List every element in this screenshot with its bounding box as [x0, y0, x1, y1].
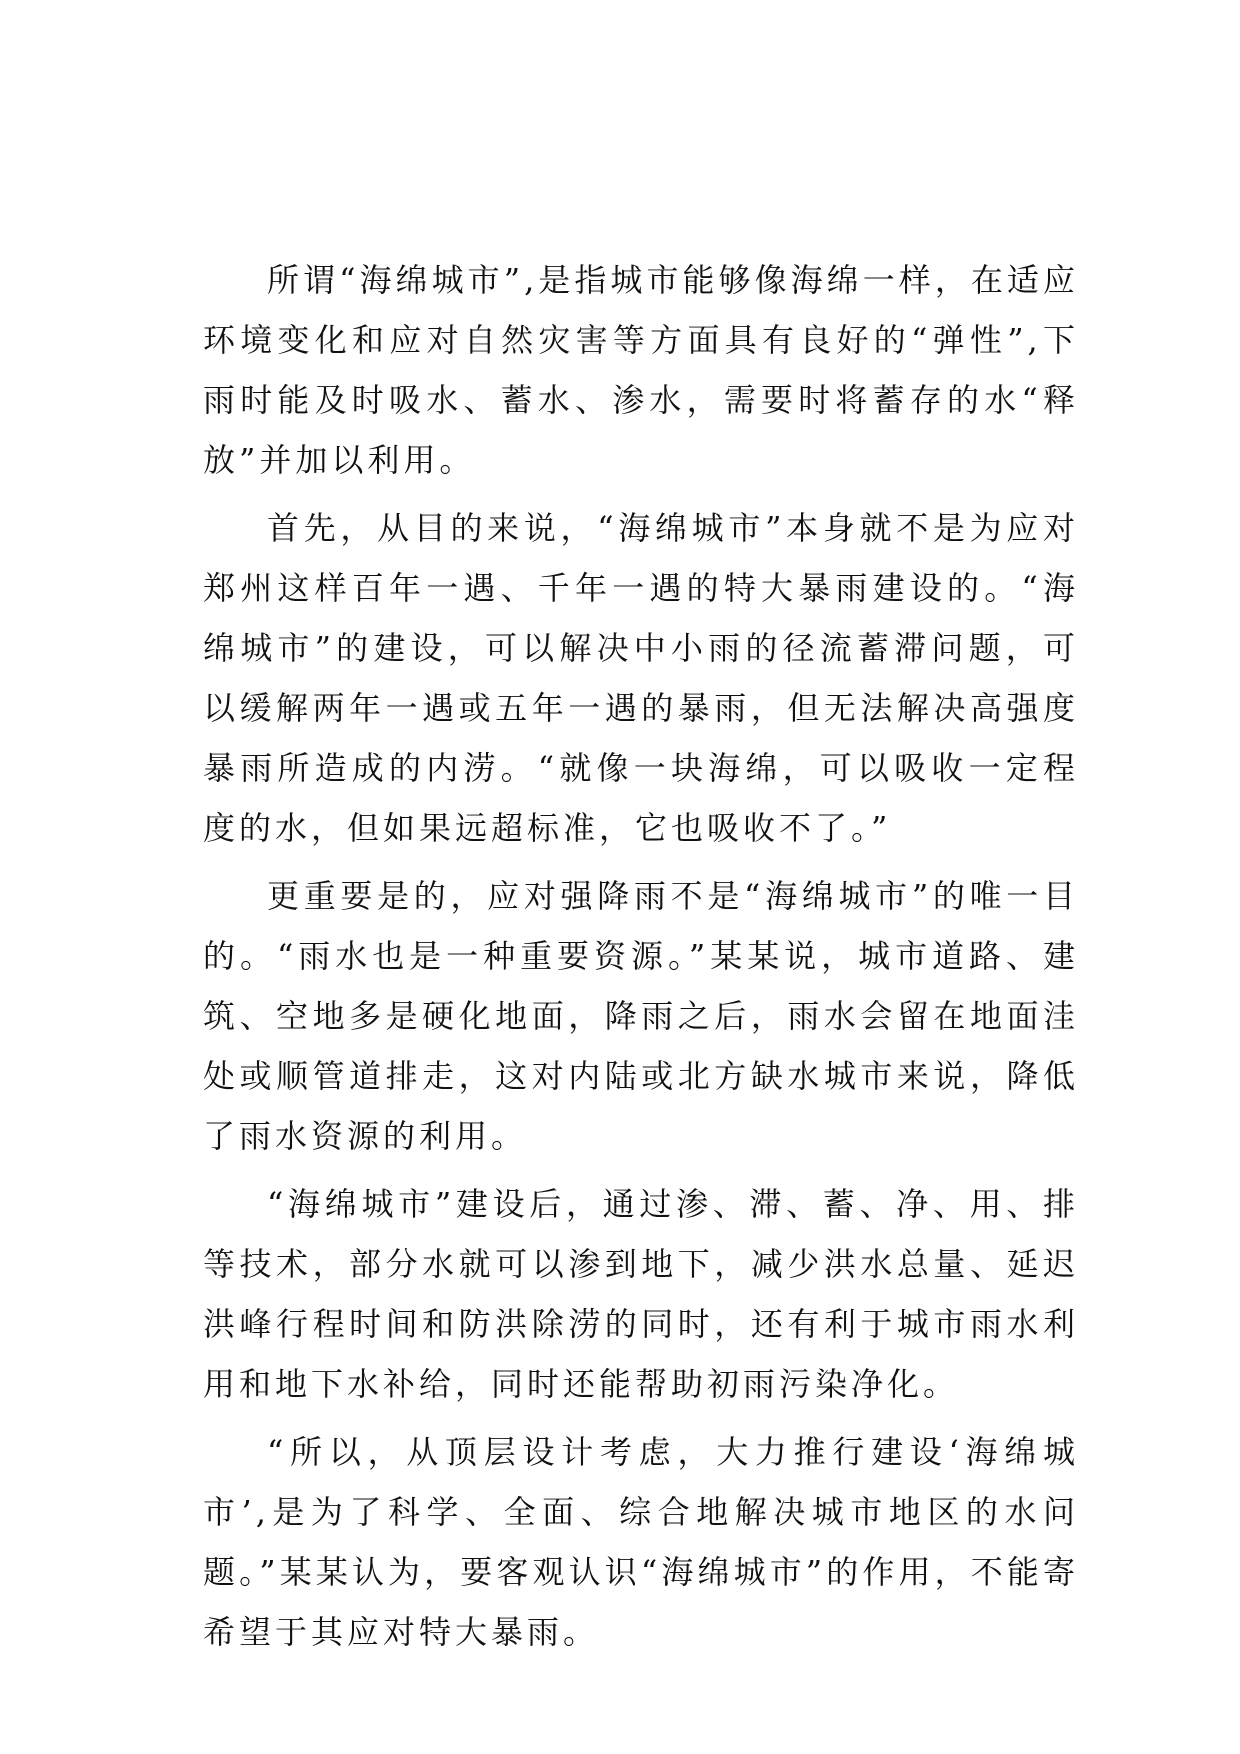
paragraph-4: “海绵城市”建设后，通过渗、滞、蓄、净、用、排等技术，部分水就可以渗到地下，减少洪水总量、延迟洪峰行程时间和防洪除涝的同时，还有利于城市雨水利用和地下水补给，同时还能帮助初雨污染净化。 [203, 1185, 1079, 1403]
paragraph-5: “所以，从顶层设计考虑，大力推行建设‘海绵城市’,是为了科学、全面、综合地解决城市地区的水问题。”某某认为，要客观认识“海绵城市”的作用，不能寄希望于其应对特大暴雨。 [203, 1433, 1079, 1651]
paragraph-3: 更重要是的，应对强降雨不是“海绵城市”的唯一目的。“雨水也是一种重要资源。”某某说，城市道路、建筑、空地多是硬化地面，降雨之后，雨水会留在地面洼处或顺管道排走，这对内陆或北方缺水城市来说，降低了雨水资源的利用。 [203, 877, 1079, 1155]
paragraph-2: 首先，从目的来说，“海绵城市”本身就不是为应对郑州这样百年一遇、千年一遇的特大暴雨建设的。“海绵城市”的建设，可以解决中小雨的径流蓄滞问题，可以缓解两年一遇或五年一遇的暴雨，但无法解决高强度暴雨所造成的内涝。“就像一块海绵，可以吸收一定程度的水，但如果远超标准，它也吸收不了。” [203, 509, 1079, 847]
paragraph-1: 所谓“海绵城市”,是指城市能够像海绵一样，在适应环境变化和应对自然灾害等方面具有良好的“弹性”,下雨时能及时吸水、蓄水、渗水，需要时将蓄存的水“释放”并加以利用。 [203, 261, 1079, 479]
document-body [203, 250, 1079, 1662]
